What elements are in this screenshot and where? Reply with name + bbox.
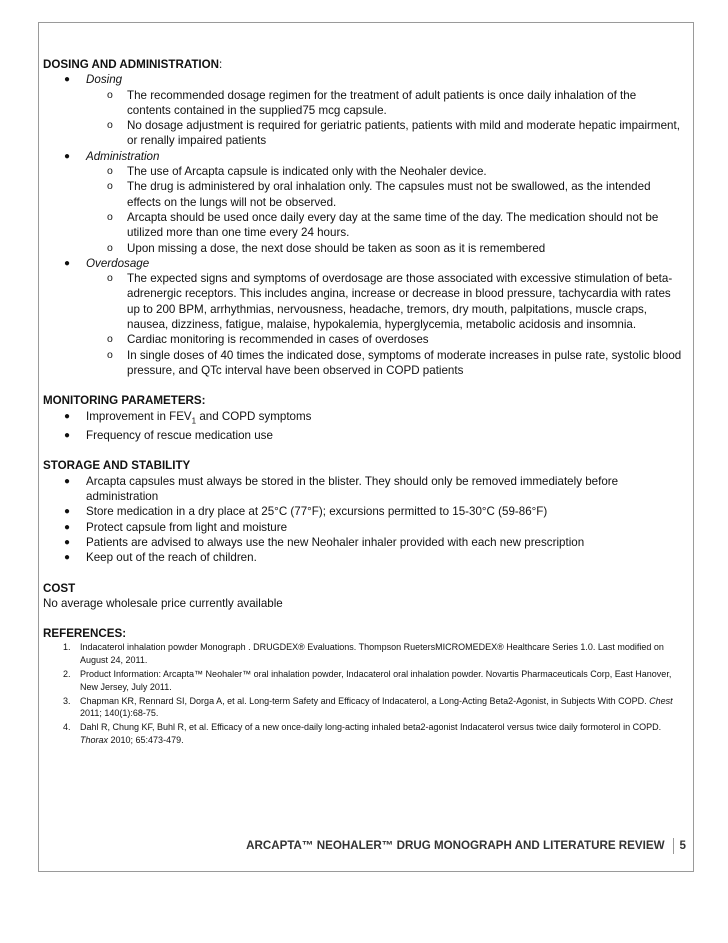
- group-title: Overdosage: [86, 256, 150, 270]
- item-text: Improvement in FEV: [86, 409, 192, 423]
- item-text: Store medication in a dry place at 25°C (77°F); excursions permitted to 15-30°C (59-86°F): [86, 505, 548, 519]
- group-items: [86, 164, 683, 256]
- administration-group: [43, 149, 683, 256]
- dosing-section: [43, 57, 683, 378]
- list-item: [86, 118, 683, 149]
- group-items: [86, 271, 683, 378]
- bullet-icon: ●: [64, 257, 71, 269]
- reference-text: Indacaterol inhalation powder Monograph . DRUGDEX® Evaluations. Thompson RuetersMICROMEDEX® Healthcare Series 1.0. Last modified on August 24, 2011.: [80, 642, 664, 666]
- item-text: The recommended dosage regimen for the treatment of adult patients is once daily inhalation of the contents contained in the supplied75 mcg capsule.: [127, 88, 637, 117]
- circle-bullet-icon: o: [107, 348, 113, 361]
- bullet-icon: ●: [64, 506, 71, 518]
- item-text: Protect capsule from light and moisture: [86, 520, 288, 534]
- circle-bullet-icon: o: [107, 165, 113, 178]
- reference-text: Chapman KR, Rennard SI, Dorga A, et al. Long-term Safety and Efficacy of Indacaterol, a Long-Acting Beta2-Agonist, in Subjects With COPD.: [80, 695, 650, 706]
- reference-number: 1.: [63, 642, 71, 653]
- bullet-icon: ●: [64, 430, 71, 442]
- group-title: Administration: [86, 149, 160, 163]
- list-item: [43, 535, 683, 550]
- bullet-icon: ●: [64, 475, 71, 487]
- item-text: In single doses of 40 times the indicated dose, symptoms of moderate increases in pulse rate, systolic blood pressure, and QTc interval have been observed in COPD patients: [127, 348, 682, 377]
- dosing-heading-colon: :: [219, 58, 223, 71]
- subscript: 1: [191, 415, 197, 425]
- reference-item: [43, 721, 683, 747]
- storage-section: [43, 458, 683, 565]
- circle-bullet-icon: o: [107, 241, 113, 254]
- dosing-heading-line: [43, 57, 683, 72]
- page-footer: [200, 838, 686, 854]
- circle-bullet-icon: o: [107, 180, 113, 193]
- monitoring-list: [43, 409, 683, 444]
- item-text: Cardiac monitoring is recommended in cases of overdoses: [127, 333, 429, 347]
- cost-section: [43, 581, 683, 612]
- list-item: [86, 348, 683, 379]
- references-list: [43, 641, 683, 746]
- reference-journal: Chest: [649, 695, 673, 706]
- cost-text: No average wholesale price currently available: [43, 596, 283, 610]
- reference-journal: Thorax: [80, 734, 109, 745]
- item-text: and COPD symptoms: [196, 409, 312, 423]
- item-text: Arcapta should be used once daily every day at the same time of the day. The medication should not be utilized more than one time every 24 hours.: [127, 210, 659, 240]
- item-text: Keep out of the reach of children.: [86, 551, 257, 565]
- reference-item: [43, 668, 683, 694]
- footer-title: ARCAPTA™ NEOHALER™ DRUG MONOGRAPH AND LITERATURE REVIEW: [246, 839, 665, 853]
- list-item: [86, 241, 683, 256]
- bullet-icon: ●: [64, 410, 71, 422]
- monitoring-section: [43, 393, 683, 443]
- bullet-icon: ●: [64, 536, 71, 548]
- circle-bullet-icon: o: [107, 119, 113, 132]
- group-items: [86, 88, 683, 149]
- item-text: The drug is administered by oral inhalation only. The capsules must not be swallowed, as the intended effects on the lungs will not be observed.: [127, 180, 651, 209]
- bullet-icon: ●: [64, 150, 71, 162]
- overdosage-group: [43, 256, 683, 378]
- references-section: [43, 626, 683, 747]
- bullet-icon: ●: [64, 552, 71, 564]
- list-item: [43, 550, 683, 565]
- list-item: [43, 504, 683, 519]
- storage-heading: STORAGE AND STABILITY: [43, 459, 191, 473]
- reference-item: [43, 641, 683, 667]
- dosing-group: [43, 72, 683, 148]
- reference-number: 3.: [63, 695, 71, 706]
- dosing-groups: [43, 72, 683, 378]
- item-text: Patients are advised to always use the new Neohaler inhaler provided with each new prescription: [86, 535, 585, 549]
- circle-bullet-icon: o: [107, 272, 113, 285]
- list-item: [86, 88, 683, 119]
- list-item: [86, 271, 683, 332]
- circle-bullet-icon: o: [107, 333, 113, 346]
- monitoring-heading: MONITORING PARAMETERS:: [43, 394, 206, 408]
- reference-item: [43, 695, 683, 721]
- item-text: Upon missing a dose, the next dose should be taken as soon as it is remembered: [127, 241, 546, 255]
- circle-bullet-icon: o: [107, 210, 113, 223]
- bullet-icon: ●: [64, 74, 71, 86]
- reference-text: 2011; 140(1):68-75.: [80, 708, 159, 719]
- group-title: Dosing: [86, 73, 123, 87]
- document-body: [43, 57, 683, 748]
- item-text: Frequency of rescue medication use: [86, 429, 273, 443]
- reference-text: 2010; 65:473-479.: [108, 734, 184, 745]
- list-item: [43, 409, 683, 429]
- references-heading: REFERENCES:: [43, 627, 127, 641]
- list-item: [43, 428, 683, 443]
- storage-list: [43, 474, 683, 566]
- item-text: The expected signs and symptoms of overdosage are those associated with excessive stimulation of beta-adrenergic receptors. This includes angina, increase or decrease in blood pressure, tachycardia with rates up to 200 BPM, arrhythmias, nervousness, headache, tremors, dry mouth, palpitations, muscle craps, nausea, dizziness, fatigue, malaise, hypokalemia, hyperglycemia, metabolic acidosis and insomnia.: [127, 272, 673, 332]
- item-text: Arcapta capsules must always be stored in the blister. They should only be removed immediately before administration: [86, 474, 619, 504]
- list-item: [86, 179, 683, 210]
- list-item: [86, 210, 683, 241]
- bullet-icon: ●: [64, 521, 71, 533]
- list-item: [86, 332, 683, 347]
- dosing-heading: DOSING AND ADMINISTRATION: [43, 58, 220, 71]
- list-item: [43, 520, 683, 535]
- list-item: [86, 164, 683, 179]
- circle-bullet-icon: o: [107, 88, 113, 101]
- footer-divider: [673, 838, 674, 854]
- reference-number: 4.: [63, 722, 71, 733]
- reference-text: Product Information: Arcapta™ Neohaler™ oral inhalation powder, Indacaterol oral inhalation powder. Novartis Pharmaceuticals Corp, East Hanover, New Jersey, July 2011.: [80, 669, 672, 692]
- page-number: 5: [679, 839, 686, 853]
- item-text: The use of Arcapta capsule is indicated only with the Neohaler device.: [127, 165, 487, 179]
- reference-text: Dahl R, Chung KF, Buhl R, et al. Efficacy of a new once-daily long-acting inhaled beta2-agonist Indacaterol versus twice daily formoterol in COPD.: [80, 722, 662, 733]
- list-item: [43, 474, 683, 505]
- reference-number: 2.: [63, 669, 71, 679]
- cost-heading: COST: [43, 581, 76, 595]
- item-text: No dosage adjustment is required for geriatric patients, patients with mild and moderate hepatic impairment, or renally impaired patients: [127, 119, 680, 148]
